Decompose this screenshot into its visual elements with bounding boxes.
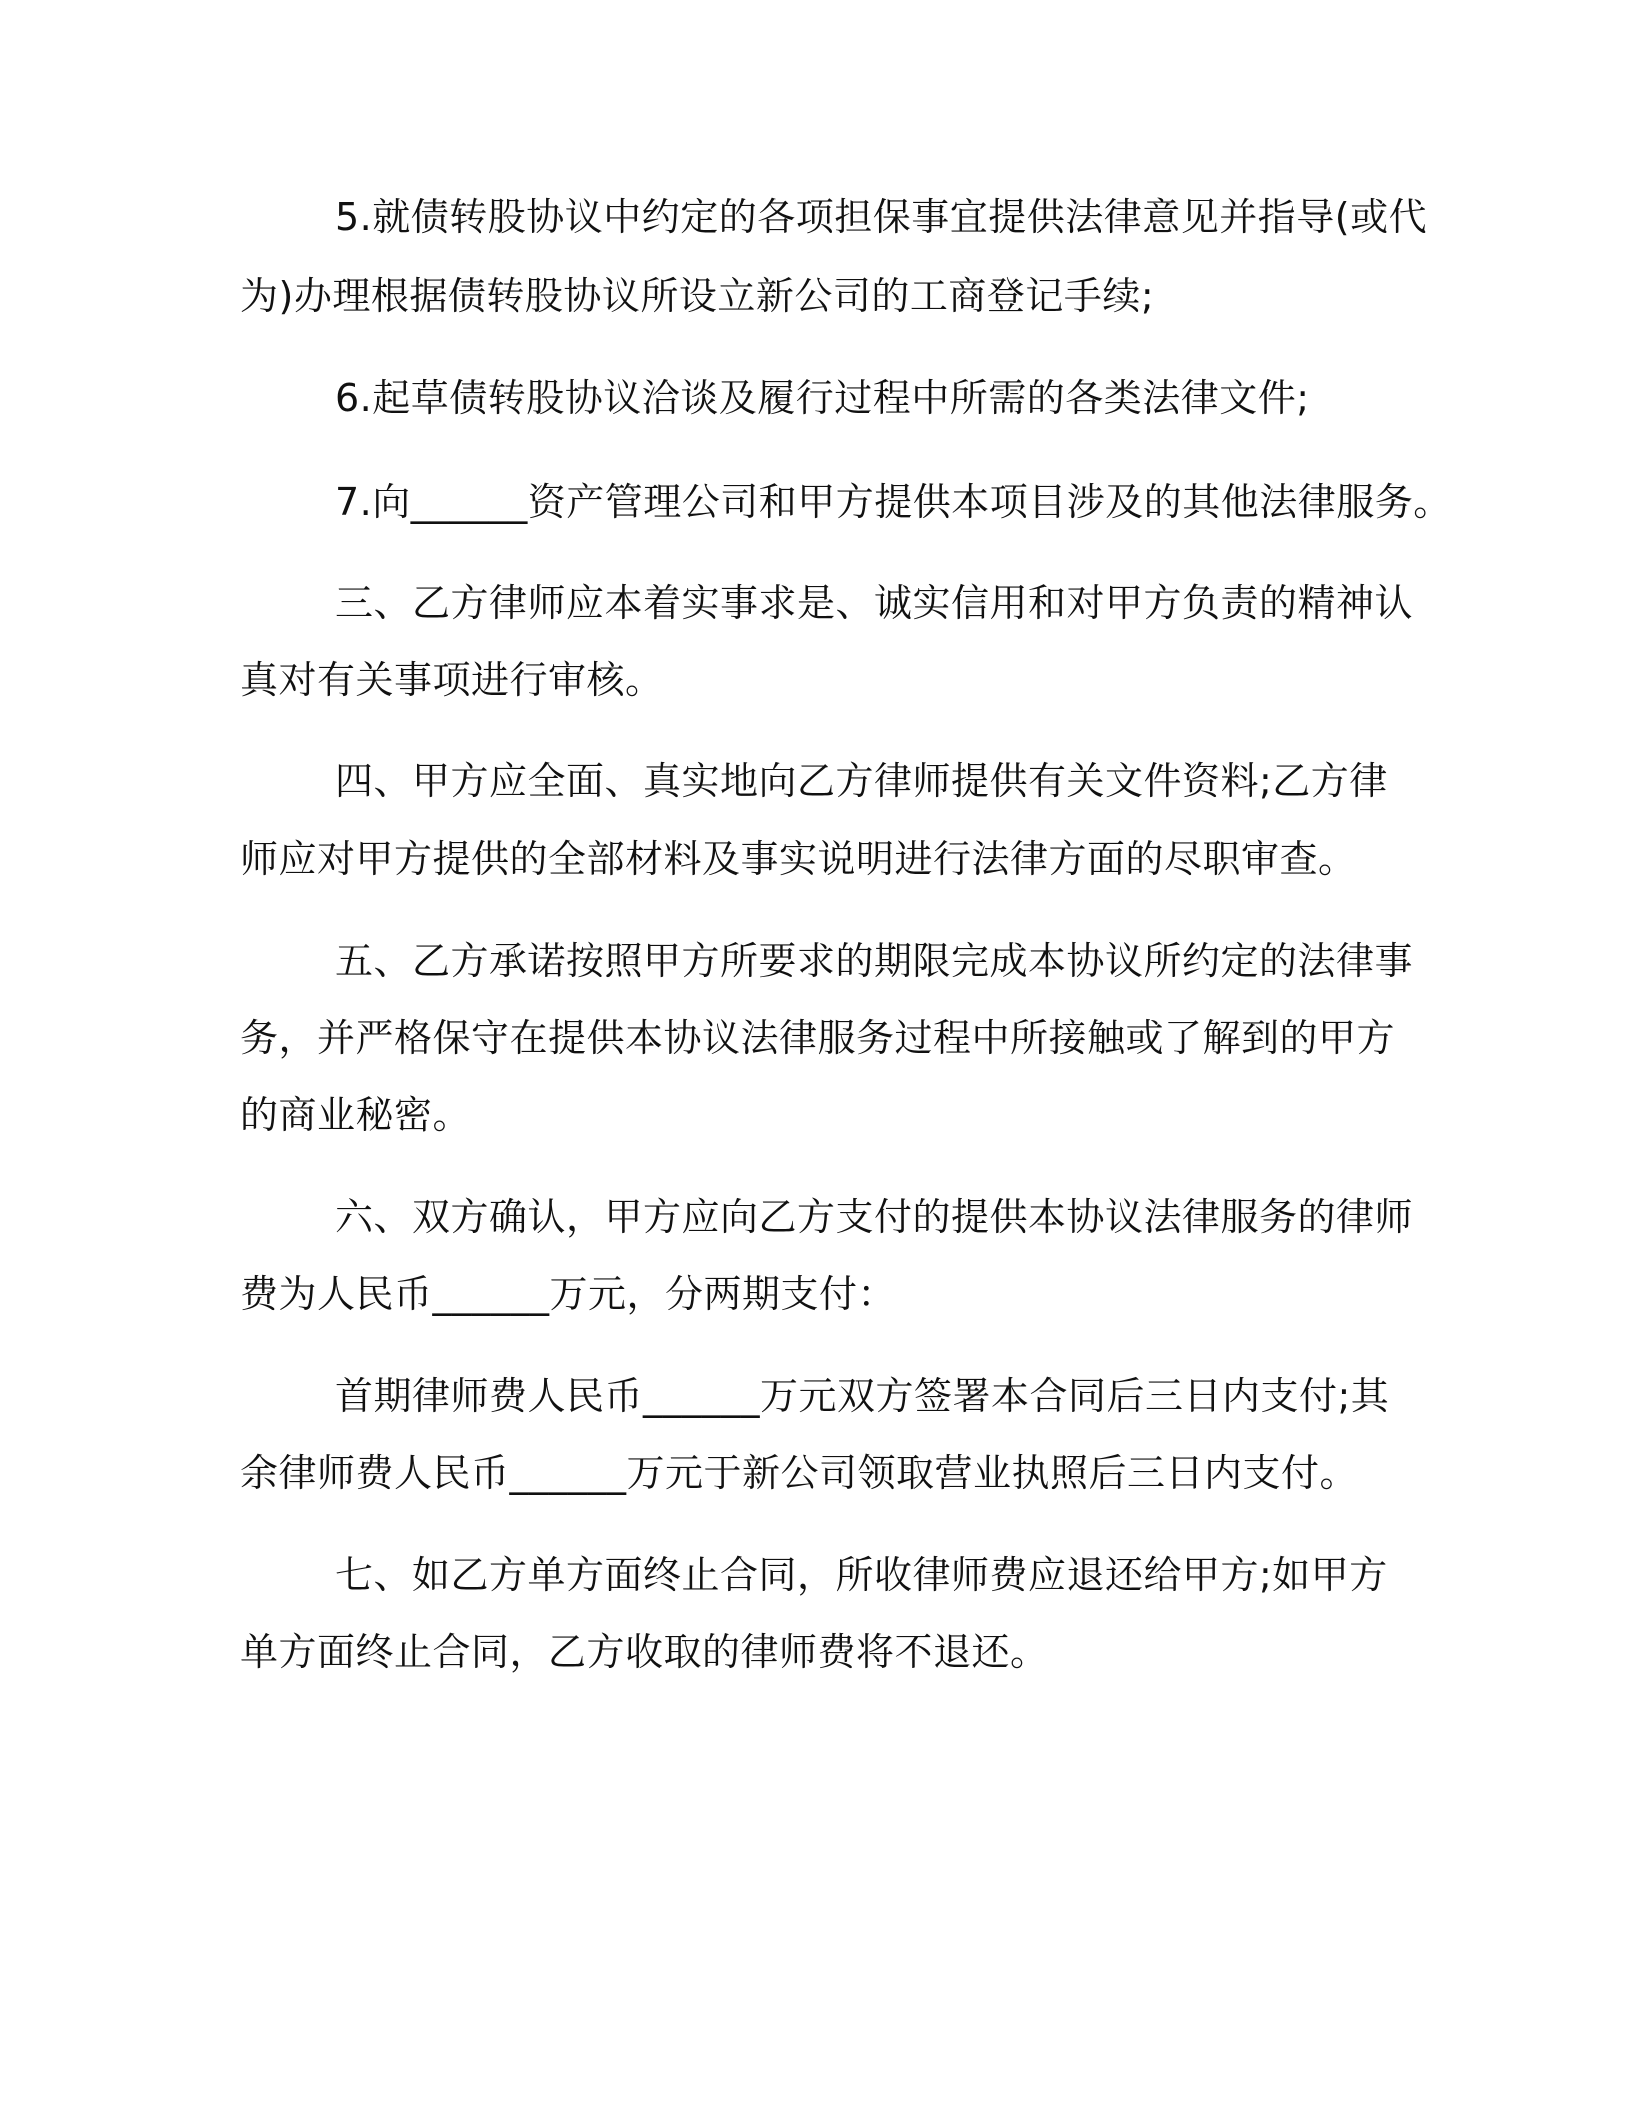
clause-6-line: 6.起草债转股协议洽谈及履行过程中所需的各类法律文件; [335,376,1310,420]
section-6-line-2: 费为人民币______万元，分两期支付： [240,1272,897,1316]
clause-5-line-2: 为)办理根据债转股协议所设立新公司的工商登记手续; [240,274,1155,318]
section-7-line-2: 单方面终止合同，乙方收取的律师费将不退还。 [240,1630,1049,1674]
section-4-line-2: 师应对甲方提供的全部材料及事实说明进行法律方面的尽职审查。 [240,837,1357,881]
section-4-line-1: 四、甲方应全面、真实地向乙方律师提供有关文件资料;乙方律 [335,759,1388,803]
payment-line-2: 余律师费人民币______万元于新公司领取营业执照后三日内支付。 [240,1451,1359,1495]
clause-5-line-1: 5.就债转股协议中约定的各项担保事宜提供法律意见并指导(或代 [335,195,1428,239]
section-7-line-1: 七、如乙方单方面终止合同，所收律师费应退还给甲方;如甲方 [335,1553,1388,1597]
clause-7-line: 7.向______资产管理公司和甲方提供本项目涉及的其他法律服务。 [335,480,1452,524]
section-3-line-1: 三、乙方律师应本着实事求是、诚实信用和对甲方负责的精神认 [335,581,1414,625]
section-5-line-1: 五、乙方承诺按照甲方所要求的期限完成本协议所约定的法律事 [335,939,1414,983]
section-5-line-3: 的商业秘密。 [240,1093,472,1137]
section-3-line-2: 真对有关事项进行审核。 [240,658,664,702]
section-6-line-1: 六、双方确认，甲方应向乙方支付的提供本协议法律服务的律师 [335,1195,1414,1239]
payment-line-1: 首期律师费人民币______万元双方签署本合同后三日内支付;其 [335,1374,1390,1418]
section-5-line-2: 务，并严格保守在提供本协议法律服务过程中所接触或了解到的甲方 [240,1016,1396,1060]
